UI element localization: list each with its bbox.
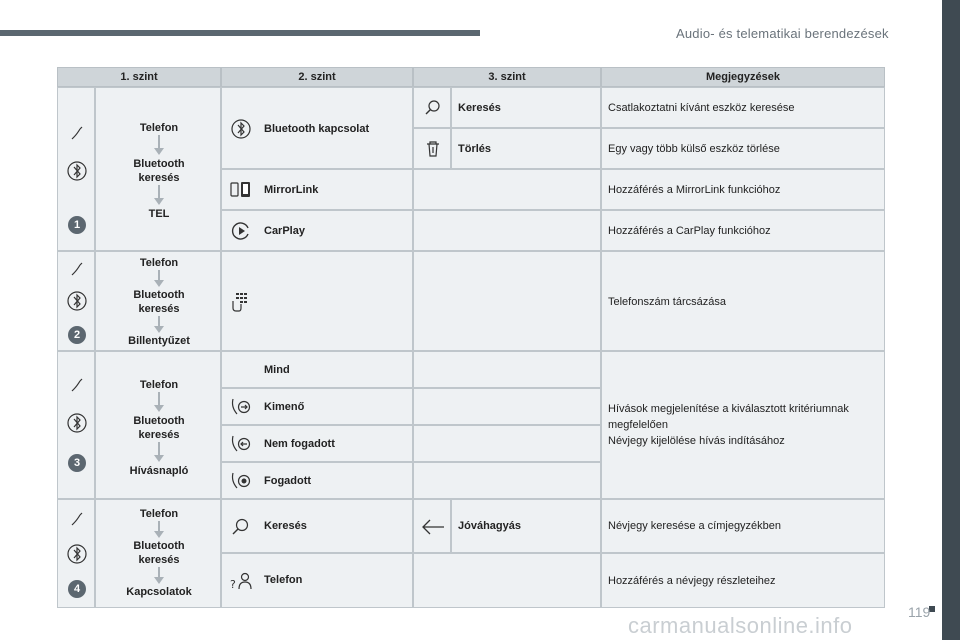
s2-level2 (221, 251, 413, 351)
note-text: Csatlakoztatni kívánt eszköz keresése (608, 102, 795, 114)
column-header-level3: 3. szint (413, 67, 601, 87)
level2-label: MirrorLink (264, 184, 319, 196)
s1-level2-bluetooth (221, 87, 413, 169)
level2-label: Telefon (264, 574, 303, 586)
level1-item-bluetooth: Bluetooth keresés (133, 415, 185, 441)
bluetooth-icon (66, 543, 88, 565)
note-text: Hozzáférés a CarPlay funkcióhoz (608, 225, 771, 237)
section-badge-1: 1 (68, 216, 86, 234)
phone-handset-icon (68, 260, 86, 278)
s3-level2-received (221, 462, 413, 499)
outgoing-call-icon (230, 397, 252, 417)
svg-text:?: ? (230, 578, 236, 591)
level2-label: Keresés (264, 520, 307, 532)
section-4-icons (57, 499, 95, 608)
s1-level3-delete (451, 128, 601, 169)
mirrorlink-icon (230, 180, 252, 200)
section-3-icons (57, 351, 95, 499)
column-header-level2: 2. szint (221, 67, 413, 87)
down-arrow-icon (153, 392, 165, 414)
level1-item-telefon: Telefon (139, 122, 179, 134)
level1-item-call-log: Hívásnapló (129, 465, 189, 477)
level1-item-bluetooth: Bluetooth keresés (133, 540, 185, 566)
header-bar (0, 30, 480, 36)
s1-level3-empty (413, 169, 601, 210)
section-1-icons (57, 87, 95, 251)
note-text: Hozzáférés a MirrorLink funkcióhoz (608, 184, 781, 196)
section-badge-2: 2 (68, 326, 86, 344)
level1-item-bluetooth: Bluetooth keresés (133, 158, 185, 184)
s3-level2-outgoing (221, 388, 413, 425)
trash-icon (424, 140, 442, 158)
level3-label: Jóváhagyás (458, 520, 521, 532)
search-icon (230, 516, 252, 538)
level1-item-keyboard: Billentyűzet (128, 335, 190, 347)
section-badge-3: 3 (68, 454, 86, 472)
section-3-level1 (95, 351, 221, 499)
contact-details-icon (230, 570, 254, 592)
s3-level2-all (221, 351, 413, 388)
level3-label: Keresés (458, 102, 501, 114)
watermark-text: carmanualsonline.info (628, 613, 853, 638)
missed-call-icon (230, 434, 252, 454)
level2-label: Nem fogadott (264, 438, 335, 450)
s3-level3-empty (413, 388, 601, 425)
s2-note (601, 251, 885, 351)
level1-item-telefon: Telefon (139, 379, 179, 391)
s1-level3-icon-cell (413, 128, 451, 169)
s3-level3-empty (413, 462, 601, 499)
section-2-level1 (95, 251, 221, 351)
level1-item-bluetooth: Bluetooth keresés (133, 289, 185, 315)
level1-item-telefon: Telefon (139, 508, 179, 520)
note-text: Névjegy keresése a címjegyzékben (608, 520, 782, 532)
down-arrow-icon (153, 567, 165, 585)
level2-label: Fogadott (264, 475, 312, 487)
s3-level2-missed (221, 425, 413, 462)
level1-item-tel: TEL (148, 208, 170, 220)
bluetooth-icon (66, 412, 88, 434)
side-tab-strip (942, 0, 960, 640)
s4-note-phone (601, 553, 885, 608)
level1-item-contacts: Kapcsolatok (126, 586, 192, 598)
level1-item-telefon: Telefon (139, 257, 179, 269)
section-1-level1 (95, 87, 221, 251)
s3-level3-empty (413, 351, 601, 388)
s1-note-carplay (601, 210, 885, 251)
received-call-icon (230, 471, 252, 491)
page-number: 119 (908, 604, 931, 620)
section-2-icons (57, 251, 95, 351)
phone-handset-icon (68, 510, 86, 528)
column-header-notes: Megjegyzések (601, 67, 885, 87)
search-icon (424, 99, 442, 117)
s1-level3-empty (413, 210, 601, 251)
section-4-level1 (95, 499, 221, 608)
carplay-icon (230, 220, 252, 242)
s4-level2-phone (221, 553, 413, 608)
note-line: Névjegy kijelölése hívás indításához (608, 435, 785, 447)
level2-label: Mind (264, 364, 290, 376)
s1-note-delete (601, 128, 885, 169)
note-text: Egy vagy több külső eszköz törlése (608, 143, 780, 155)
s1-level3-search (451, 87, 601, 128)
s4-level3-confirm (451, 499, 601, 553)
down-arrow-icon (153, 135, 165, 157)
s4-level3-empty (413, 553, 601, 608)
down-arrow-icon (153, 521, 165, 539)
bluetooth-icon (66, 160, 88, 182)
s1-note-mirrorlink (601, 169, 885, 210)
column-header-level1: 1. szint (57, 67, 221, 87)
note-line: Hívások megjelenítése a kiválasztott kritériumnak (608, 403, 849, 415)
phone-handset-icon (68, 376, 86, 394)
s4-level2-search (221, 499, 413, 553)
s3-note (601, 351, 885, 499)
down-arrow-icon (153, 442, 165, 464)
level2-label: CarPlay (264, 225, 305, 237)
section-badge-4: 4 (68, 580, 86, 598)
dial-keypad-icon (230, 291, 252, 313)
s3-level3-empty (413, 425, 601, 462)
s4-note-search (601, 499, 885, 553)
note-text: Hozzáférés a névjegy részleteihez (608, 575, 776, 587)
s1-level2-mirrorlink (221, 169, 413, 210)
bluetooth-icon (66, 290, 88, 312)
down-arrow-icon (153, 316, 165, 334)
level2-label: Kimenő (264, 401, 305, 413)
level3-label: Törlés (458, 143, 492, 155)
down-arrow-icon (153, 270, 165, 288)
s1-note-search (601, 87, 885, 128)
s1-level2-carplay (221, 210, 413, 251)
level2-label: Bluetooth kapcsolat (264, 123, 370, 135)
s1-level3-icon-cell (413, 87, 451, 128)
note-text: Telefonszám tárcsázása (608, 296, 726, 308)
menu-table (57, 67, 885, 608)
back-arrow-icon (420, 516, 446, 538)
down-arrow-icon (153, 185, 165, 207)
s4-level3-icon-cell (413, 499, 451, 553)
page-header-title: Audio- és telematikai berendezések (676, 26, 889, 41)
phone-handset-icon (68, 124, 86, 142)
s2-level3-empty (413, 251, 601, 351)
note-line: megfelelően (608, 419, 668, 431)
bluetooth-icon (230, 118, 252, 140)
